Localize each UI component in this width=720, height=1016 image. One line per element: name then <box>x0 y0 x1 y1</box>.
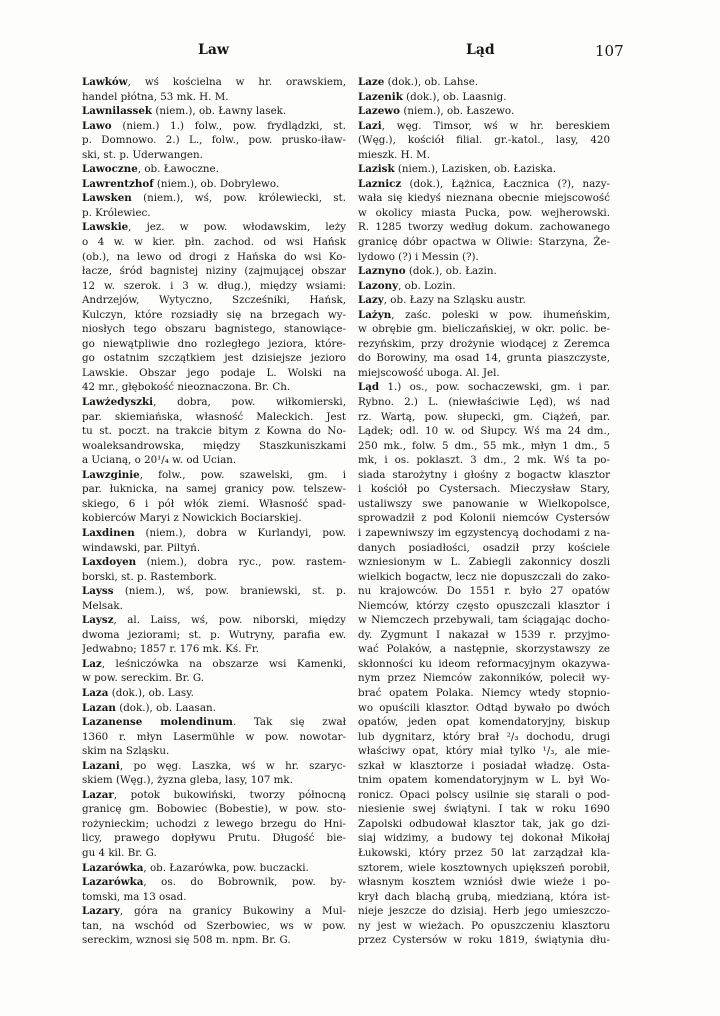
text-line: 250 mk., folw. 5 dm., 55 mk., młyn 1 dm., 5 <box>358 439 610 452</box>
text-line: (ob.), na lewo od drogi z Hańska do wsi Ko- <box>82 250 346 263</box>
text-line: danych posiadłości, osadził przy kościele <box>358 541 610 554</box>
text-line: i zapewniwszy im egzystencyą dochodami z na- <box>358 526 610 539</box>
text-line: ustaliwszy swe panowanie w Wielkopolsce, <box>358 497 610 510</box>
headword: Lazy <box>358 294 384 307</box>
text-line: miejscowość uboga. Al. Jel. <box>358 366 500 379</box>
text-line: własnym kosztem wzniósł dwie wieże i po- <box>358 876 610 889</box>
text-line: tu st. poczt. na trakcie bitym z Kowna do No- <box>82 425 346 438</box>
text-line: niesienie swej świątyni. I tak w roku 1690 <box>358 803 610 816</box>
headword: Laz <box>82 657 102 670</box>
text-line: mieszk. H. M. <box>358 148 430 161</box>
entry-first-line: Lazani, po węg. Laszka, wś w hr. szaryc- <box>82 759 346 772</box>
text-line: wzniesionym w L. Zabiegli zakonnicy doszli <box>358 556 610 569</box>
headword: Lazarówka <box>82 876 144 889</box>
headword: Lawrentzhof <box>82 177 154 190</box>
headword: Lazarówka <box>82 861 144 874</box>
entry-first-line: Lawrentzhof (niem.), ob. Dobrylewo. <box>82 177 280 190</box>
text-line: tomski, ma 13 osad. <box>82 890 187 903</box>
headword: Lazony <box>358 279 399 292</box>
headword: Laxdoyen <box>82 556 137 569</box>
text-line: rezyńskim, przy drożynie wiodącej z Zeremca <box>358 337 610 350</box>
entry-first-line: Lawo (niem.) 1.) folw., pow. frydlądzki, st. <box>82 119 346 132</box>
text-line: nym przez Niemców zakonników, polecił wy- <box>358 672 610 685</box>
text-line: windawski, par. Piltyń. <box>82 541 201 554</box>
headword: Laysz <box>82 614 114 627</box>
headword: Lazan <box>82 701 116 714</box>
headword: Laxdinen <box>82 526 135 539</box>
headword: Lazenik <box>358 90 403 103</box>
text-line: tan, na wschód od Szerbowiec, ws w pow. <box>82 919 346 932</box>
text-line: Lawskie. Obszar jego podaje L. Wolski na <box>82 366 346 379</box>
text-line: Łukowski, który przez 50 lat zarządzał kla- <box>358 846 610 859</box>
text-line: Jedwabno; 1857 r. 176 mk. Kś. Fr. <box>82 643 259 656</box>
headword: Lazary <box>82 905 120 918</box>
text-line: skim na Szląsku. <box>82 745 170 758</box>
text-line: p. Królewiec. <box>82 206 151 219</box>
entry-first-line: Layss (niem.), wś, pow. braniewski, st. p. <box>82 585 346 598</box>
headword: Laznyno <box>358 265 406 278</box>
text-line: granicę gm. Bobowiec (Bobestie), w pow. sto- <box>82 803 346 816</box>
headword: Lawżedyszki <box>82 396 154 409</box>
entry-first-line: Lawzginie, folw., pow. szawelski, gm. i <box>82 468 346 481</box>
text-line: granicę dóbr opactwa w Oliwie: Starzyna, Że- <box>358 236 610 249</box>
text-line: nu krajowców. Do 1551 r. było 27 opatów <box>358 585 610 598</box>
text-line: wo opuścili klasztor. Odtąd bywało po dwóch <box>358 701 610 714</box>
entry-first-line: Laysz, al. Laiss, wś, pow. niborski, między <box>82 614 346 627</box>
text-line: go niewątpliwie dno rozległego jeziora, które- <box>82 337 346 350</box>
entry-first-line: Lazary, góra na granicy Bukowiny a Mul- <box>82 905 346 918</box>
text-line: w obrębie gm. bieliczańskiej, w okr. polic. be- <box>358 323 610 336</box>
entry-first-line: Lazy, ob. Łazy na Szląsku austr. <box>358 294 526 307</box>
entry-first-line: Laxdoyen (niem.), dobra ryc., pow. rastem- <box>82 556 346 569</box>
text-line: kobierców Maryi z Nowickich Bociarskiej. <box>82 512 302 525</box>
entry-first-line: Lawków, wś kościelna w hr. orawskiem, <box>82 76 346 88</box>
entry-first-line: Lawnilassek (niem.), ob. Ławny lasek. <box>82 105 287 118</box>
text-line: niosłych tego obszaru bagnistego, stanowiące- <box>82 323 346 336</box>
text-line: przez Cystersów w roku 1819, świątynia dłu- <box>358 934 610 947</box>
text-line: lub dygnitarz, który brał ²/₃ dochodu, drugi <box>358 730 610 743</box>
entry-first-line: Laza (dok.), ob. Lasy. <box>82 686 194 699</box>
text-line: opatów, jeden opat komendatoryjny, biskup <box>358 716 610 729</box>
text-line: mk, i os. poklaszt. 3 dm., 2 mk. Wś ta po- <box>358 454 610 467</box>
text-line: sztorem, wiele kosztownych upiększeń porobił, <box>358 861 610 874</box>
entry-first-line: Lazenik (dok.), ob. Laasnig. <box>358 90 507 103</box>
headword: Layss <box>82 585 114 598</box>
entry-first-line: Lazony, ob. Lozin. <box>358 279 456 292</box>
headword: Ląd <box>358 381 380 394</box>
headword: Lazanense molendinum <box>82 716 233 729</box>
text-line: (Węg.), kościół filial. gr.-katol., lasy, 420 <box>358 134 610 147</box>
headword: Lawsken <box>82 192 132 205</box>
entry-first-line: Lazanense molendinum. Tak się zwał <box>82 716 346 729</box>
headword: Lazi <box>358 119 382 132</box>
text-line: łacze, śród bagnistej niziny (zajmującej obszar <box>82 265 346 278</box>
header-center-word: Ląd <box>466 42 495 58</box>
text-line: skłonności ku ideom reformacyjnym okazywa- <box>358 657 610 670</box>
right-column <box>358 75 610 948</box>
entry-first-line: Lazarówka, ob. Łazarówka, pow. buczacki. <box>82 861 309 874</box>
text-line: 42 mr., głębokość nieoznaczona. Br. Ch. <box>82 381 291 394</box>
text-line: woaleksandrowska, między Staszkuniszkami <box>82 439 346 452</box>
page-number: 107 <box>595 42 624 60</box>
text-line: krył dach blachą grubą, miedzianą, która ist- <box>358 890 610 903</box>
text-line: go ostatnim szczątkiem jest dzisiejsze jezioro <box>82 352 346 365</box>
entry-first-line: Lazewo (niem.), ob. Łaszewo. <box>358 105 515 118</box>
entry-first-line: Lazan (dok.), ob. Laasan. <box>82 701 216 714</box>
entry-first-line: Lazar, potok bukowiński, tworzy północną <box>82 788 346 801</box>
text-line: borski, st. p. Rastembork. <box>82 570 217 583</box>
entry-first-line: Lawoczne, ob. Ławoczne. <box>82 163 219 176</box>
text-line: licy, prawego dopływu Prutu. Długość bie- <box>82 832 346 845</box>
text-line: Andrzejów, Wytyczno, Szcześniki, Hańsk, <box>82 294 346 307</box>
text-line: Lądek; odl. 10 w. od Słupcy. Wś ma 24 dm., <box>358 425 610 438</box>
text-line: siada starożytny i głośny z bogactw klasztor <box>358 468 610 481</box>
text-line: handel płótna, 53 mk. H. M. <box>82 90 229 103</box>
text-line: wać Polaków, a następnie, skorzystawszy ze <box>358 643 610 656</box>
entry-first-line: Laznicz (dok.), Łążnica, Łacznica (?), nazy- <box>358 177 610 190</box>
text-line: dwoma jeziorami; st. p. Wutryny, parafia ew. <box>82 628 346 641</box>
text-line: par. łuknicka, na samej granicy pow. telszew- <box>82 483 346 496</box>
text-line: właściwy opat, który miał tylko ¹/₃, ale mie- <box>358 745 610 758</box>
text-line: Zapolski odbudował klasztor tak, jak go dzi- <box>358 817 610 830</box>
header-left-word: Law <box>198 42 229 58</box>
entry-first-line: Lazisk (niem.), Lazisken, ob. Łaziska. <box>358 163 557 176</box>
text-line: siaj widzimy, a budowy tej dokonał Mikołaj <box>358 832 610 845</box>
headword: Lazani <box>82 759 120 772</box>
entry-first-line: Laz, leśniczówka na obszarze wsi Kamenki, <box>82 657 346 670</box>
entry-first-line: Lazarówka, os. do Bobrownik, pow. by- <box>82 876 346 889</box>
running-header <box>0 42 720 64</box>
text-line: rz. Wartą, pow. słupecki, gm. Ciążeń, par. <box>358 410 610 423</box>
entry-first-line: Laznyno (dok.), ob. Łazin. <box>358 265 497 278</box>
text-line: Rybno. 2.) L. (niewłaściwie Lęd), wś nad <box>358 396 610 409</box>
text-line: wielkich bogactw, lecz nie dopuszczali do zako- <box>358 570 610 583</box>
text-line: ski, st. p. Uderwangen. <box>82 148 203 161</box>
text-line: skiem (Węg.), żyzna gleba, lasy, 107 mk. <box>82 774 293 787</box>
left-column <box>82 75 346 948</box>
entry-first-line: Laze (dok.), ob. Lahse. <box>358 76 479 88</box>
text-line: a Ucianą, o 20¹/₄ w. od Ucian. <box>82 454 237 467</box>
text-line: p. Domnowo. 2.) L., folw., pow. prusko-iław- <box>82 134 346 147</box>
headword: Lawzginie <box>82 468 140 481</box>
text-line: R. 1285 tworzy według dokum. zachowanego <box>358 221 610 234</box>
entry-first-line: Lazi, węg. Timsor, wś w hr. bereskiem <box>358 119 610 132</box>
entry-first-line: Laxdinen (niem.), dobra w Kurlandyi, pow. <box>82 526 346 539</box>
text-line: w okolicy miasta Pucka, pow. wejherowski. <box>358 206 610 219</box>
text-line: dy. Zygmunt I nakazał w 1539 r. przyjmo- <box>358 628 610 641</box>
text-line: w Niemczech przebywali, tam ściągając docho- <box>358 614 610 627</box>
headword: Lawo <box>82 119 112 132</box>
text-line: Kulczyn, które rozsiadły się na brzegach wy- <box>82 308 346 321</box>
headword: Lawnilassek <box>82 105 153 118</box>
text-line: gu 4 kil. Br. G. <box>82 846 157 859</box>
text-line: sereckim, wznosi się 508 m. npm. Br. G. <box>82 934 291 947</box>
entry-first-line: Lawskie, jez. w pow. włodawskim, leży <box>82 221 346 234</box>
text-line: szkał w klasztorze i posiadał władzę. Osta- <box>358 759 610 772</box>
headword: Laznicz <box>358 177 402 190</box>
entry-first-line: Ląd 1.) os., pow. sochaczewski, gm. i par. <box>358 381 610 394</box>
headword: Lawskie <box>82 221 129 234</box>
entry-first-line: Lawżedyszki, dobra, pow. wiłkomierski, <box>82 396 346 409</box>
entry-first-line: Lawsken (niem.), wś, pow. królewiecki, st. <box>82 192 346 205</box>
headword: Lazar <box>82 788 114 801</box>
entry-first-line: Lażyn, zaśc. poleski w pow. ihumeńskim, <box>358 308 610 321</box>
headword: Lażyn <box>358 308 392 321</box>
headword: Lawoczne <box>82 163 138 176</box>
text-line: 1360 r. młyn Lasermühle w pow. nowotar- <box>82 730 346 743</box>
text-line: 12 w. szerok. i 3 w. dług.), między wsiami: <box>82 279 346 292</box>
headword: Laze <box>358 76 385 88</box>
text-line: i kościół po Cystersach. Mieczysław Stary, <box>358 483 610 496</box>
text-line: do Borowiny, ma osad 14, grunta piaszczyste, <box>358 352 610 365</box>
text-line: ny jest w wieżach. Po opuszczeniu klasztoru <box>358 919 610 932</box>
text-line: rożynieckim; uchodzi z lewego brzegu do Hni- <box>82 817 346 830</box>
text-line: ronicz. Opaci polscy usilnie się starali o pod- <box>358 788 610 801</box>
text-line: par. skiemiańska, własność Maleckich. Jest <box>82 410 346 423</box>
headword: Lazewo <box>358 105 401 118</box>
text-line: Niemców, którzy często opuszczali klasztor i <box>358 599 610 612</box>
text-line: o 4 w. w kier. płn. zachod. od wsi Hańsk <box>82 236 346 249</box>
text-line: w pow. sereckim. Br. G. <box>82 672 205 685</box>
text-line: wała się kiedyś nieznana obecnie miejscowość <box>358 192 610 205</box>
headword: Lazisk <box>358 163 395 176</box>
text-line: tnim opatem komendatoryjnym w L. był Wo- <box>358 774 610 787</box>
headword: Laza <box>82 686 109 699</box>
text-line: nieje jeszcze do dzisiaj. Herb jego umieszczo- <box>358 905 610 918</box>
text-line: Melsak. <box>82 599 123 612</box>
text-line: sprowadził z pod Kolonii niemców Cystersów <box>358 512 610 525</box>
headword: Lawków <box>82 76 128 88</box>
text-line: brać opatem Polaka. Niemcy wtedy stopnio- <box>358 686 610 699</box>
text-line: skiego, 6 i pół włók ziemi. Własność spad- <box>82 497 346 510</box>
text-line: lydowo (?) i Messin (?). <box>358 250 479 263</box>
